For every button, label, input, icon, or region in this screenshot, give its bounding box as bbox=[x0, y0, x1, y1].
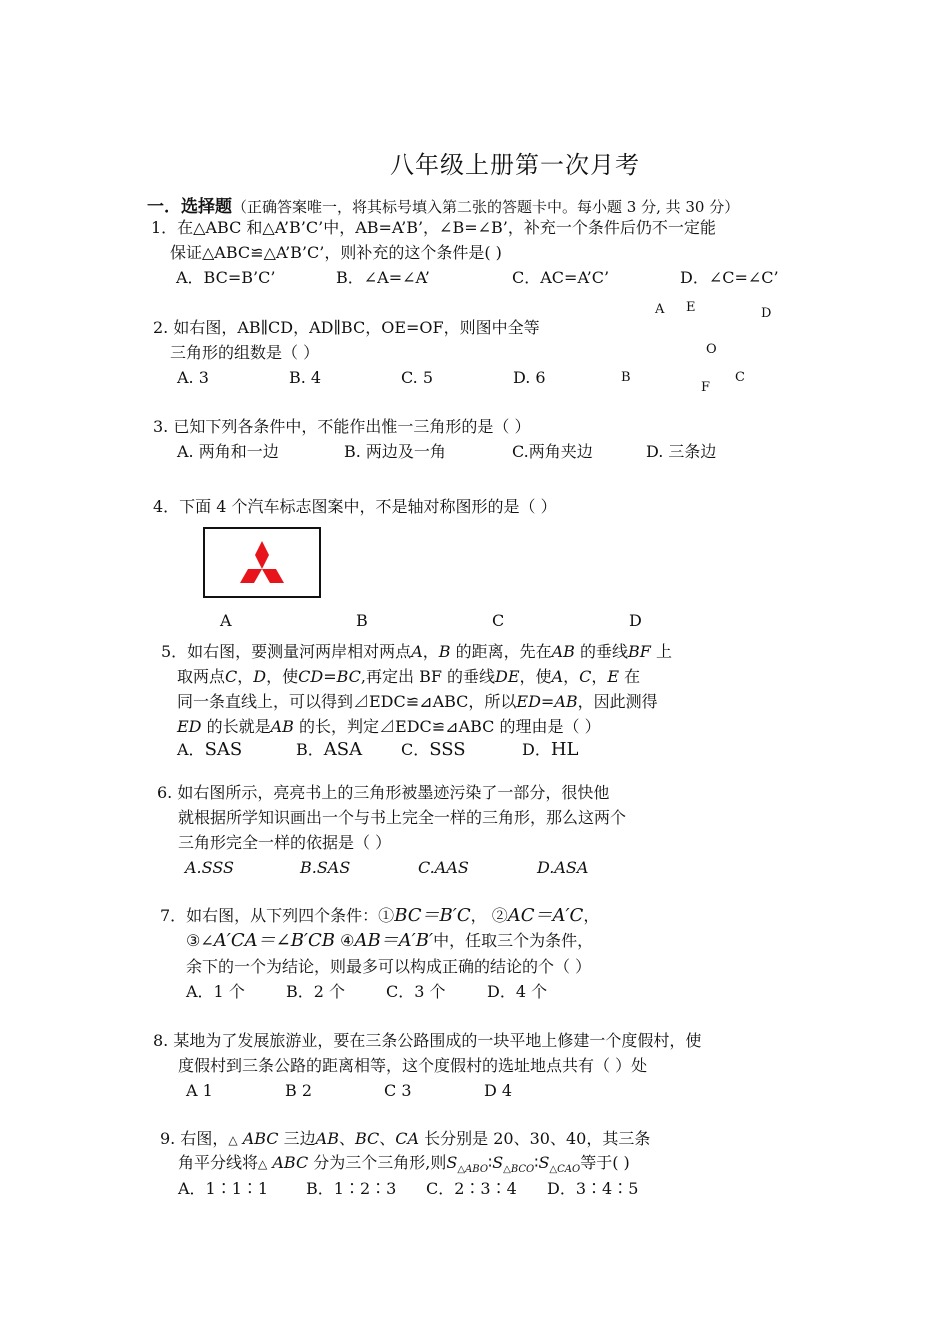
q6-line3: 三角形完全一样的依据是（ ） bbox=[178, 833, 392, 852]
q7-text: ③∠ bbox=[186, 931, 214, 950]
q9-var: CA bbox=[395, 1129, 420, 1148]
fig2-label-e: E bbox=[686, 300, 696, 315]
q6-option-c: C.AAS bbox=[418, 858, 469, 877]
q7-text: ④ bbox=[335, 931, 355, 950]
page-title: 八年级上册第一次月考 bbox=[390, 151, 640, 179]
option-letter: B． bbox=[296, 740, 324, 759]
section-note: （正确答案唯一，将其标号填入第二张的答题卡中。每小题 3 分, 共 30 分） bbox=[232, 198, 740, 216]
q5-option-b bbox=[296, 740, 362, 760]
option-value: HL bbox=[550, 739, 579, 760]
triangle-symbol-icon: △ bbox=[228, 1133, 238, 1147]
q5-option-a bbox=[177, 740, 242, 760]
triangle-symbol-icon: △ bbox=[503, 1164, 511, 1176]
q5-var: D bbox=[253, 667, 267, 686]
q7-option-d: D．4 个 bbox=[487, 982, 548, 1001]
q9-text: 分为三个三角形,则 bbox=[308, 1153, 447, 1172]
q5-var: AB bbox=[551, 642, 575, 661]
q9-var: BC bbox=[354, 1129, 380, 1148]
q7-text: ， bbox=[583, 906, 600, 925]
q9-text: 、 bbox=[379, 1129, 396, 1148]
fig2-label-o: O bbox=[706, 342, 717, 357]
q2-option-c: C. 5 bbox=[401, 368, 434, 387]
q5-text: ，使 bbox=[266, 667, 299, 686]
q7-option-c: C．3 个 bbox=[386, 982, 446, 1001]
q9-text: 长分别是 20、30、40，其三条 bbox=[419, 1129, 651, 1148]
q5-var: C bbox=[579, 667, 592, 686]
q5-text: ，使 bbox=[519, 667, 552, 686]
q2-option-b: B. 4 bbox=[289, 368, 322, 387]
q9-line2 bbox=[178, 1153, 630, 1180]
q4-option-c: C bbox=[492, 611, 505, 630]
section-heading bbox=[147, 192, 739, 217]
q5-text: 5．如右图，要测量河两岸相对两点 bbox=[161, 642, 412, 661]
q9-line1 bbox=[160, 1129, 650, 1150]
q2-option-d: D. 6 bbox=[513, 368, 546, 387]
q8-option-a: A 1 bbox=[186, 1081, 213, 1100]
q9-var: AB bbox=[315, 1129, 339, 1148]
q5-text: ， bbox=[237, 667, 254, 686]
q5-text: 上 bbox=[650, 642, 672, 661]
q3-option-a: A. 两角和一边 bbox=[177, 442, 279, 461]
option-value: SSS bbox=[429, 739, 466, 760]
q1-option-b: B．∠A=∠A’ bbox=[336, 268, 430, 287]
q7-text: 7．如右图，从下列四个条件：① bbox=[160, 906, 395, 925]
q5-text: ， bbox=[422, 642, 439, 661]
q7-line1 bbox=[160, 906, 599, 926]
q7-text: ， ② bbox=[470, 906, 508, 925]
q5-var: DE bbox=[495, 667, 520, 686]
q3-option-d: D. 三条边 bbox=[646, 442, 717, 461]
q3-option-b: B. 两边及一角 bbox=[344, 442, 446, 461]
q5-option-c bbox=[401, 740, 466, 760]
q5-var: CD=BC bbox=[298, 667, 361, 686]
q5-var: C bbox=[225, 667, 238, 686]
triangle-symbol-icon: △ bbox=[258, 1157, 268, 1171]
q9-var: ABC bbox=[272, 1153, 309, 1172]
option-letter: C． bbox=[401, 740, 430, 759]
q4-option-d: D bbox=[629, 611, 642, 630]
q3-line1: 3. 已知下列各条件中，不能作出惟一三角形的是（ ） bbox=[153, 417, 531, 436]
area-symbol: S bbox=[492, 1153, 504, 1172]
q9-text: 角平分线将 bbox=[178, 1153, 259, 1172]
q8-option-d: D 4 bbox=[484, 1081, 513, 1100]
area-symbol: S bbox=[538, 1153, 550, 1172]
q4-option-a: A bbox=[220, 611, 232, 630]
fig2-label-a: A bbox=[655, 302, 665, 317]
q9-var: ABC bbox=[242, 1129, 279, 1148]
q2-option-a: A. 3 bbox=[177, 368, 209, 387]
fig2-label-f: F bbox=[701, 380, 711, 395]
q1-option-c: C．AC=A’C’ bbox=[512, 268, 610, 287]
q6-line1: 6. 如右图所示，亮亮书上的三角形被墨迹污染了一部分，很快他 bbox=[157, 783, 610, 802]
q9-option-a: A．1∶1∶1 bbox=[178, 1179, 269, 1198]
q9-text: 9. 右图， bbox=[160, 1129, 229, 1148]
q7-condition-2: AC＝A′C bbox=[507, 905, 584, 926]
q9-option-d: D．3∶4∶5 bbox=[547, 1179, 639, 1198]
q1-line1: 1．在△ABC 和△A’B’C’中，AB=A’B’，∠B=∠B’，补充一个条件后仍不一定能 bbox=[151, 218, 716, 237]
q5-text: 取两点 bbox=[177, 667, 226, 686]
q8-line2: 度假村到三条公路的距离相等，这个度假村的选址地点共有（ ）处 bbox=[178, 1056, 648, 1075]
q5-text: ，因此测得 bbox=[577, 692, 658, 711]
q2-line2: 三角形的组数是（ ） bbox=[170, 343, 320, 362]
q5-var: B bbox=[438, 642, 451, 661]
option-letter: A． bbox=[177, 740, 205, 759]
q7-option-a: A．1 个 bbox=[186, 982, 245, 1001]
q5-var: BF bbox=[628, 642, 651, 661]
triangle-symbol-icon: △ bbox=[549, 1164, 558, 1176]
q1-option-a: A．BC=B’C’ bbox=[176, 268, 276, 287]
q7-condition-1: BC＝B′C bbox=[394, 905, 471, 926]
q6-option-b: B.SAS bbox=[300, 858, 351, 877]
q5-var: A bbox=[551, 667, 564, 686]
fig2-label-b: B bbox=[621, 370, 631, 385]
q6-line2: 就根据所学知识画出一个与书上完全一样的三角形，那么这两个 bbox=[178, 808, 627, 827]
q5-text: ， bbox=[591, 667, 608, 686]
q7-condition-3: A′CA＝∠B′CB bbox=[213, 930, 336, 951]
q9-text: 等于( ) bbox=[580, 1153, 630, 1172]
q5-text: 的长，判定⊿EDC≌⊿ABC 的理由是（ ） bbox=[293, 717, 601, 736]
q9-text: 、 bbox=[338, 1129, 355, 1148]
logo-box-a bbox=[203, 527, 321, 598]
q5-text: ， bbox=[563, 667, 580, 686]
q2-line1: 2. 如右图，AB∥CD，AD∥BC，OE=OF，则图中全等 bbox=[153, 318, 540, 337]
option-letter: D． bbox=[522, 740, 551, 759]
q3-option-c: C.两角夹边 bbox=[512, 442, 593, 461]
q5-var: E bbox=[607, 667, 620, 686]
q7-condition-4: AB＝A′B′ bbox=[354, 930, 434, 951]
q5-line1 bbox=[161, 642, 672, 662]
q5-var: AB bbox=[270, 717, 294, 736]
q6-option-d: D.ASA bbox=[537, 858, 589, 877]
area-symbol: S bbox=[446, 1153, 458, 1172]
area-subscript: CAO bbox=[557, 1164, 581, 1176]
q4-line1: 4．下面 4 个汽车标志图案中，不是轴对称图形的是（ ） bbox=[153, 497, 557, 516]
q8-option-b: B 2 bbox=[285, 1081, 313, 1100]
q5-text: 的长就是 bbox=[201, 717, 271, 736]
q5-option-d bbox=[522, 740, 579, 760]
q5-line3 bbox=[177, 692, 658, 712]
q9-option-c: C．2∶3∶4 bbox=[426, 1179, 517, 1198]
q7-line3: 余下的一个为结论，则最多可以构成正确的结论的个（ ） bbox=[186, 957, 592, 976]
triangle-symbol-icon: △ bbox=[457, 1164, 466, 1176]
q8-option-c: C 3 bbox=[384, 1081, 412, 1100]
option-value: SAS bbox=[204, 739, 243, 760]
ratio-colon: ∶ bbox=[534, 1153, 539, 1172]
fig2-label-c: C bbox=[735, 370, 745, 385]
q8-line1: 8. 某地为了发展旅游业，要在三条公路围成的一块平地上修建一个度假村，使 bbox=[153, 1031, 702, 1050]
area-subscript: BCO bbox=[510, 1164, 535, 1176]
q1-line2: 保证△ABC≌△A’B’C’，则补充的这个条件是( ) bbox=[170, 243, 502, 262]
q5-var: ED=AB bbox=[516, 692, 578, 711]
option-value: ASA bbox=[323, 739, 363, 760]
q7-text: 中，任取三个为条件， bbox=[433, 931, 594, 950]
q5-text: ,再定出 BF 的垂线 bbox=[360, 667, 496, 686]
q5-line2 bbox=[177, 667, 640, 687]
ratio-colon: ∶ bbox=[488, 1153, 493, 1172]
q4-option-b: B bbox=[356, 611, 368, 630]
q7-option-b: B．2 个 bbox=[286, 982, 346, 1001]
q7-line2 bbox=[186, 931, 593, 951]
q9-option-b: B．1∶2∶3 bbox=[306, 1179, 397, 1198]
q5-text: 的距离，先在 bbox=[450, 642, 552, 661]
q5-text: 在 bbox=[619, 667, 641, 686]
q1-option-d: D．∠C=∠C’ bbox=[680, 268, 779, 287]
fig2-label-d: D bbox=[761, 306, 772, 321]
mitsubishi-logo-icon bbox=[205, 529, 319, 596]
area-subscript: ABO bbox=[465, 1164, 489, 1176]
q9-text: 三边 bbox=[278, 1129, 316, 1148]
section-title: 一．选择题 bbox=[147, 197, 232, 217]
q5-line4 bbox=[177, 717, 601, 737]
q5-var: A bbox=[411, 642, 423, 661]
q5-var: ED bbox=[177, 717, 202, 736]
q5-text: 同一条直线上，可以得到⊿EDC≌⊿ABC，所以 bbox=[177, 692, 517, 711]
q6-option-a: A.SSS bbox=[185, 858, 234, 877]
q5-text: 的垂线 bbox=[574, 642, 629, 661]
